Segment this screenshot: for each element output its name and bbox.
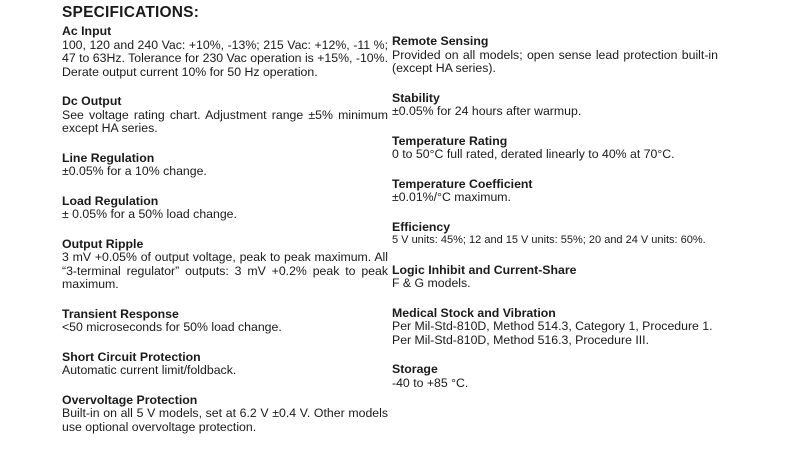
- spec-section-overvoltage-protection: [62, 394, 388, 435]
- section-heading: Temperature Rating: [392, 133, 508, 148]
- section-heading: Temperature Coefficient: [392, 176, 533, 191]
- spec-section-line-regulation: [62, 152, 388, 179]
- spec-section-transient-response: [62, 308, 388, 335]
- spec-section-short-circuit-protection: [62, 351, 388, 378]
- section-body: Automatic current limit/foldback.: [62, 363, 237, 377]
- section-body: F & G models.: [392, 276, 471, 290]
- spec-section-remote-sensing: [392, 35, 718, 76]
- spec-section-output-ripple: [62, 238, 388, 292]
- section-body: 0 to 50°C full rated, derated linearly to 40% at 70°C.: [392, 147, 675, 161]
- section-heading: Output Ripple: [62, 236, 144, 251]
- section-heading: Stability: [392, 90, 440, 105]
- section-body: Built-in on all 5 V models, set at 6.2 V ±0.4 V. Other models use optional overvoltage protection.: [62, 406, 388, 434]
- section-body: -40 to +85 °C.: [392, 375, 469, 390]
- section-heading: Dc Output: [62, 94, 122, 108]
- spec-section-medical-stock-vibration: [392, 307, 718, 348]
- section-body: 100, 120 and 240 Vac: +10%, -13%; 215 Vac: +12%, -11 %; 47 to 63Hz. Tolerance for 230 Vac operation is +15%, -10%. Derate output current 10% for 50 Hz operation.: [62, 37, 388, 79]
- section-heading: Short Circuit Protection: [62, 349, 201, 364]
- section-heading: Transient Response: [62, 306, 179, 321]
- spec-section-load-regulation: [62, 195, 388, 222]
- section-heading: Line Regulation: [62, 150, 155, 165]
- spec-section-storage: [392, 363, 718, 390]
- section-body: Per Mil-Std-810D, Method 514.3, Category 1, Procedure 1.: [392, 319, 713, 333]
- spec-section-temperature-coefficient: [392, 178, 718, 205]
- column-right: [392, 35, 718, 406]
- spec-section-temperature-rating: [392, 135, 718, 162]
- spec-section-efficiency: [392, 221, 718, 248]
- spec-section-dc-output: [62, 95, 388, 136]
- section-heading: Logic Inhibit and Current-Share: [392, 262, 577, 277]
- section-body: 3 mV +0.05% of output voltage, peak to peak maximum. All “3-terminal regulator” outputs: 3 mV +0.2% peak to peak maximum.: [62, 250, 388, 291]
- section-body: 5 V units: 45%; 12 and 15 V units: 55%; 20 and 24 V units: 60%.: [392, 234, 706, 246]
- section-heading: Remote Sensing: [392, 34, 489, 48]
- section-body: Per Mil-Std-810D, Method 516.3, Procedure III.: [392, 332, 649, 347]
- section-body: ±0.01%/°C maximum.: [392, 190, 511, 204]
- section-body: <50 microseconds for 50% load change.: [62, 320, 282, 334]
- section-heading: Overvoltage Protection: [62, 392, 198, 407]
- spec-section-ac-input: [62, 25, 388, 79]
- column-left: [62, 25, 388, 449]
- page-title: SPECIFICATIONS:: [62, 4, 200, 21]
- section-body: ±0.05% for a 10% change.: [62, 164, 207, 178]
- section-body: ±0.05% for 24 hours after warmup.: [392, 104, 582, 118]
- section-body: See voltage rating chart. Adjustment range ±5% minimum except HA series.: [62, 107, 388, 135]
- section-heading: Efficiency: [392, 219, 451, 234]
- section-heading: Storage: [392, 362, 438, 376]
- spec-section-logic-inhibit-current-share: [392, 264, 718, 291]
- section-heading: Load Regulation: [62, 193, 159, 208]
- spec-section-stability: [392, 92, 718, 119]
- section-heading: Ac Input: [62, 24, 112, 38]
- section-body: Provided on all models; open sense lead protection built-in (except HA series).: [392, 47, 718, 75]
- section-body: ± 0.05% for a 50% load change.: [62, 207, 237, 221]
- section-heading: Medical Stock and Vibration: [392, 305, 556, 320]
